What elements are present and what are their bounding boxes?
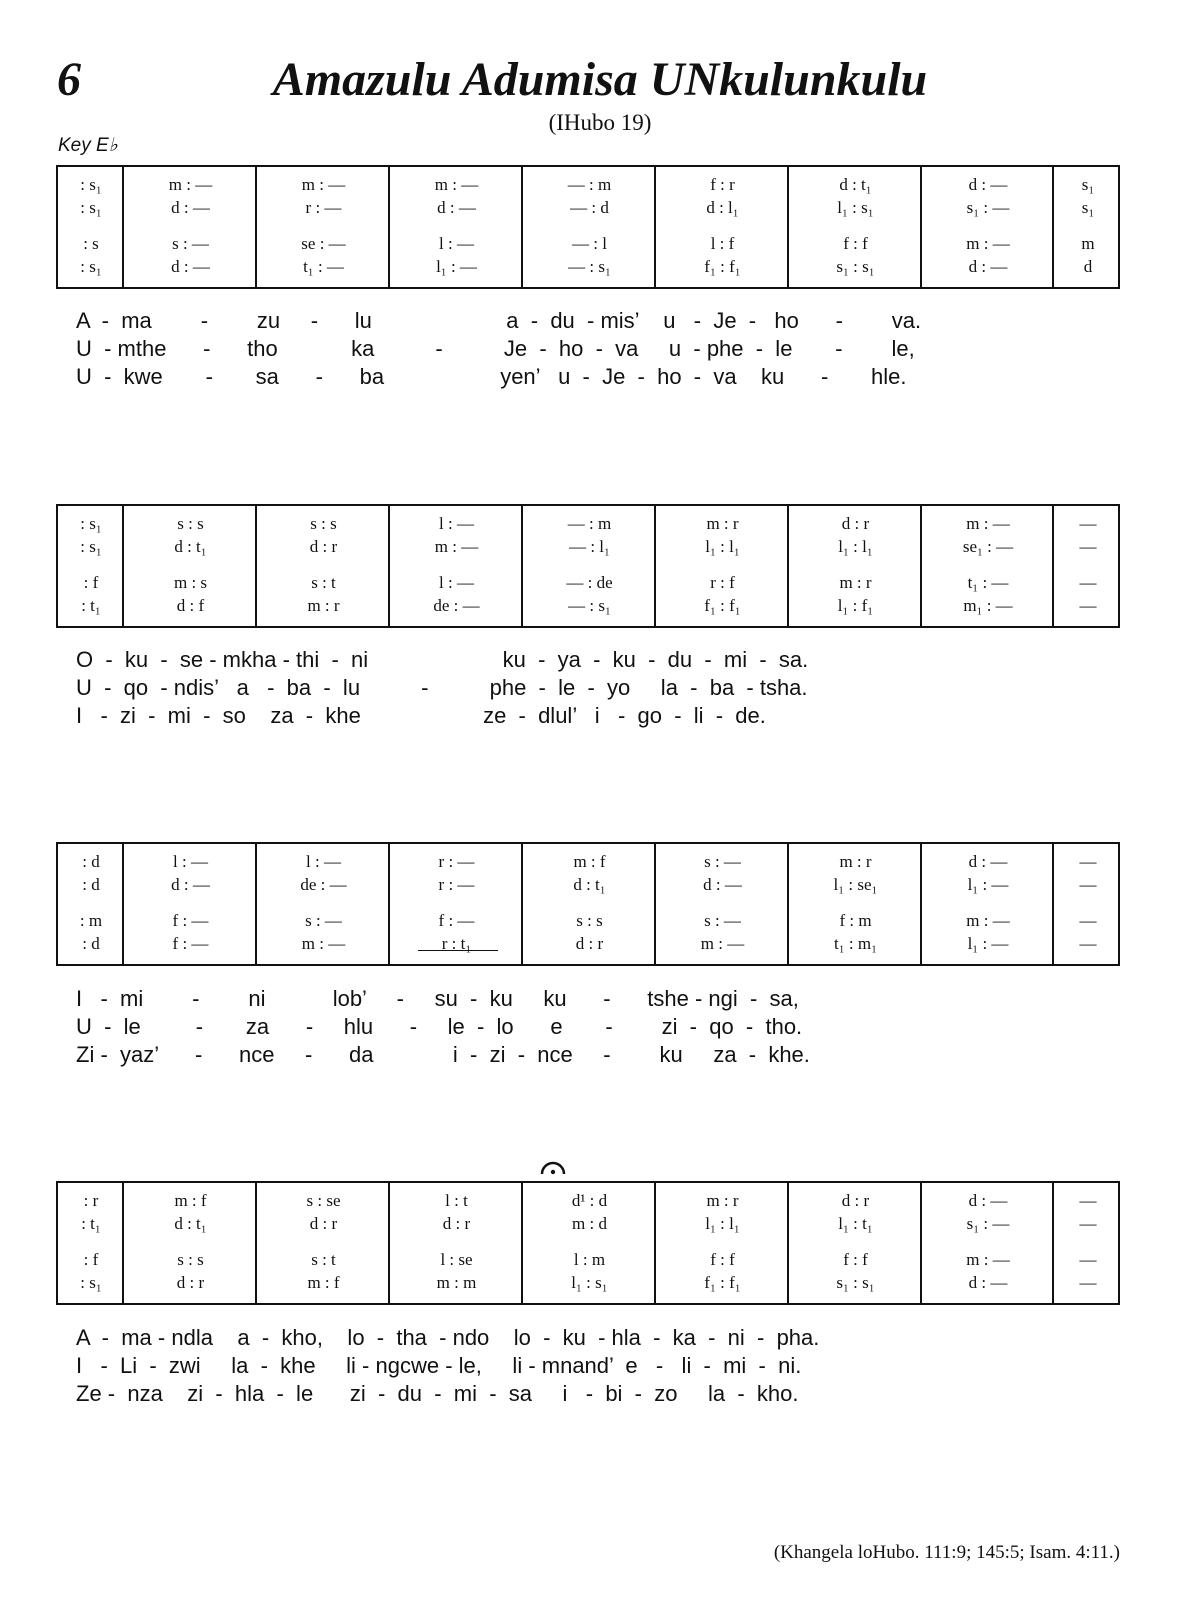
solfa-note: d : — [171, 257, 210, 276]
solfa-note: s : t [311, 573, 336, 592]
lyric-line: I - mi - ni lob’ - su - ku ku - tshe - ngi - sa, [76, 986, 799, 1011]
solfa-note: m : — [434, 537, 479, 556]
solfa-note: — : s₁ [568, 596, 611, 615]
solfa-note: m : — [966, 514, 1010, 533]
solfa-note: d : r [442, 1214, 471, 1233]
solfa-note: d : l₁ [706, 198, 739, 217]
lyric-line: U - qo - ndis’ a - ba - lu - phe - le - yo la - ba - tsha. [76, 675, 808, 700]
solfa-note: d : — [968, 1273, 1008, 1292]
solfa-note: m [1081, 234, 1095, 253]
solfa-note: f : f [843, 234, 868, 253]
solfa-note: f : f [843, 1250, 868, 1269]
solfa-note: m : s [173, 573, 208, 592]
solfa-note: d : — [968, 852, 1008, 871]
solfa-note: : t₁ [81, 596, 101, 615]
solfa-note: — [1079, 934, 1097, 953]
solfa-note: — [1079, 596, 1097, 615]
solfa-note: d : — [171, 198, 210, 217]
solfa-note: d : — [171, 875, 210, 894]
solfa-note: : d [82, 852, 100, 871]
solfa-note: d : r [841, 1191, 870, 1210]
solfa-note: : r [83, 1191, 99, 1210]
solfa-note: — [1079, 1191, 1097, 1210]
solfa-note: d : r [841, 514, 870, 533]
solfa-note: m : f [573, 852, 606, 871]
solfa-note: — : m [567, 175, 612, 194]
solfa-note: : f [83, 1250, 99, 1269]
solfa-note: d : f [176, 596, 205, 615]
solfa-note: : s₁ [80, 514, 102, 533]
solfa-note: : s₁ [80, 537, 102, 556]
solfa-note: d : — [703, 875, 742, 894]
solfa-note: s : s [576, 911, 603, 930]
solfa-note: t₁ : — [967, 573, 1009, 592]
solfa-note: : f [83, 573, 99, 592]
solfa-note: — : s₁ [568, 257, 611, 276]
solfa-note: m₁ : — [963, 596, 1013, 615]
lyric-line: U - le - za - hlu - le - lo e - zi - qo - tho. [76, 1014, 803, 1039]
solfa-note: : d [82, 875, 100, 894]
solfa-note: : d [82, 934, 100, 953]
hymn-subtitle: (IHubo 19) [548, 110, 652, 135]
solfa-note: m : r [706, 1191, 739, 1210]
solfa-note: se₁ : — [962, 537, 1014, 556]
solfa-note: — : l [572, 234, 607, 253]
solfa-note: : s [83, 234, 99, 253]
solfa-note: d : — [968, 1191, 1008, 1210]
solfa-note: — [1079, 1273, 1097, 1292]
solfa-note: r : — [305, 198, 342, 217]
solfa-note: m : f [307, 1273, 340, 1292]
solfa-note: m : — [301, 934, 346, 953]
solfa-note: f : r [710, 175, 735, 194]
solfa-note: d : r [176, 1273, 205, 1292]
lyric-line: Ze - nza zi - hla - le zi - du - mi - sa i - bi - zo la - kho. [76, 1381, 799, 1406]
solfa-note: s₁ : s₁ [836, 257, 875, 276]
solfa-note: d : — [968, 175, 1008, 194]
solfa-note: s : — [172, 234, 209, 253]
solfa-note: l : f [710, 234, 735, 253]
solfa-note: s₁ : s₁ [836, 1273, 875, 1292]
solfa-note: l : — [439, 234, 474, 253]
music-system [56, 504, 1120, 628]
solfa-note: : m [79, 911, 103, 930]
solfa-note: — [1079, 875, 1097, 894]
solfa-note: s : — [305, 911, 342, 930]
solfa-note: l₁ : s₁ [837, 198, 874, 217]
solfa-note: s : — [704, 852, 741, 871]
solfa-note: — [1079, 537, 1097, 556]
lyric-line: A - ma - zu - lu a - du - mis’ u - Je - ho - va. [76, 308, 922, 333]
lyric-line: A - ma - ndla a - kho, lo - tha - ndo lo - ku - hla - ka - ni - pha. [76, 1325, 820, 1350]
solfa-note: f₁ : f₁ [704, 257, 741, 276]
solfa-note: m : r [839, 573, 872, 592]
solfa-note: : t₁ [81, 1214, 101, 1233]
solfa-note: — : l₁ [569, 537, 610, 556]
solfa-note: m : m [436, 1273, 477, 1292]
hymn-title: Amazulu Adumisa UNkulunkulu [272, 53, 928, 106]
solfa-note: : s₁ [80, 198, 102, 217]
solfa-note: — [1079, 514, 1097, 533]
solfa-note: — : m [567, 514, 612, 533]
solfa-note: s : — [704, 911, 741, 930]
solfa-note: l₁ : f₁ [837, 596, 874, 615]
solfa-note: — [1079, 852, 1097, 871]
solfa-note: l₁ : s₁ [571, 1273, 608, 1292]
music-system [56, 1181, 1120, 1305]
solfa-note: l : — [306, 852, 341, 871]
solfa-note: d : t₁ [573, 875, 606, 894]
solfa-note: d : — [437, 198, 476, 217]
solfa-note: m : — [966, 234, 1010, 253]
solfa-note: l₁ : — [967, 875, 1009, 894]
fermata-icon [539, 1160, 567, 1176]
solfa-note: f : — [172, 934, 209, 953]
slur-line [418, 950, 498, 951]
solfa-note: — [1079, 573, 1097, 592]
solfa-note: m : — [168, 175, 213, 194]
solfa-note: r : — [438, 875, 475, 894]
solfa-note: m : — [434, 175, 479, 194]
solfa-note: d : t₁ [174, 537, 207, 556]
solfa-note: — [1079, 1214, 1097, 1233]
solfa-note: t₁ : — [303, 257, 344, 276]
solfa-note: de : — [433, 596, 480, 615]
key-signature: Key E♭ [58, 135, 118, 156]
solfa-note: d : r [575, 934, 604, 953]
solfa-note: l : m [573, 1250, 606, 1269]
solfa-note: f : f [710, 1250, 735, 1269]
solfa-note: d : r [309, 1214, 338, 1233]
solfa-note: f₁ : f₁ [704, 1273, 741, 1292]
solfa-note: de : — [300, 875, 347, 894]
solfa-note: s₁ [1081, 198, 1095, 217]
solfa-note: f : m [839, 911, 872, 930]
solfa-note: s : s [310, 514, 337, 533]
solfa-note: r : t₁ [441, 934, 472, 953]
solfa-note: m : f [174, 1191, 207, 1210]
solfa-note: r : — [438, 852, 475, 871]
solfa-note: — [1079, 1250, 1097, 1269]
solfa-note: d¹ : d [571, 1191, 608, 1210]
solfa-note: f₁ : f₁ [704, 596, 741, 615]
solfa-note: s : se [306, 1191, 341, 1210]
lyric-line: I - zi - mi - so za - khe ze - dlul’ i - go - li - de. [76, 703, 766, 728]
solfa-note: l₁ : l₁ [838, 537, 873, 556]
solfa-note: m : r [706, 514, 739, 533]
solfa-note: d : — [968, 257, 1008, 276]
solfa-note: l : — [439, 514, 474, 533]
solfa-note: m : r [839, 852, 872, 871]
solfa-note: : s₁ [80, 1273, 102, 1292]
lyric-line: O - ku - se - mkha - thi - ni ku - ya - ku - du - mi - sa. [76, 647, 809, 672]
lyric-line: I - Li - zwi la - khe li - ngcwe - le, li - mnand’ e - li - mi - ni. [76, 1353, 802, 1378]
scripture-reference: (Khangela loHubo. 111:9; 145:5; Isam. 4:11.) [773, 1542, 1120, 1563]
solfa-note: l : — [439, 573, 474, 592]
lyric-line: U - mthe - tho ka - Je - ho - va u - phe - le - le, [76, 336, 915, 361]
solfa-note: s₁ : — [966, 1214, 1010, 1233]
solfa-note: — : d [570, 198, 609, 217]
lyric-line: Zi - yaz’ - nce - da i - zi - nce - ku za - khe. [76, 1042, 810, 1067]
solfa-note: f : — [438, 911, 475, 930]
solfa-note: — : de [566, 573, 613, 592]
hymn-number: 6 [57, 53, 81, 106]
solfa-note: m : — [966, 1250, 1010, 1269]
solfa-note: l₁ : t₁ [838, 1214, 873, 1233]
solfa-note: s : t [311, 1250, 336, 1269]
solfa-note: l₁ : se₁ [833, 875, 878, 894]
solfa-note: d : t₁ [839, 175, 872, 194]
solfa-note: d : t₁ [174, 1214, 207, 1233]
solfa-note: m : d [572, 1214, 607, 1233]
solfa-note: : s₁ [80, 257, 102, 276]
solfa-note: m : — [966, 911, 1010, 930]
solfa-note: d : r [309, 537, 338, 556]
solfa-note: d [1083, 257, 1093, 276]
solfa-note: : s₁ [80, 175, 102, 194]
solfa-note: r : f [710, 573, 735, 592]
solfa-note: l : t [445, 1191, 468, 1210]
music-system [56, 842, 1120, 966]
solfa-note: l₁ : l₁ [705, 537, 740, 556]
solfa-note: l₁ : — [436, 257, 477, 276]
solfa-note: s : s [177, 1250, 204, 1269]
solfa-note: s₁ : — [966, 198, 1010, 217]
solfa-note: t₁ : m₁ [833, 934, 878, 953]
lyric-line: U - kwe - sa - ba yen’ u - Je - ho - va ku - hle. [76, 364, 907, 389]
solfa-note: l : — [173, 852, 208, 871]
music-system [56, 165, 1120, 289]
solfa-note: — [1079, 911, 1097, 930]
solfa-note: l : se [440, 1250, 473, 1269]
solfa-note: f : — [172, 911, 209, 930]
solfa-note: s : s [177, 514, 204, 533]
solfa-note: s₁ [1081, 175, 1095, 194]
solfa-note: l₁ : l₁ [705, 1214, 740, 1233]
solfa-note: se : — [301, 234, 346, 253]
solfa-note: m : r [307, 596, 340, 615]
solfa-note: m : — [700, 934, 745, 953]
solfa-note: m : — [301, 175, 346, 194]
solfa-note: l₁ : — [967, 934, 1009, 953]
